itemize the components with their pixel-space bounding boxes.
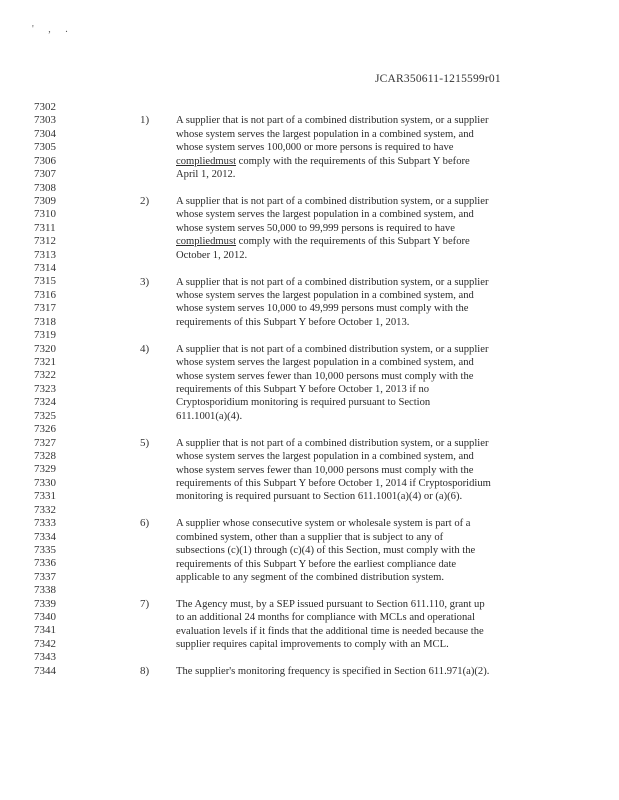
line-number: 7316 xyxy=(34,288,56,301)
subsection-number: 4) xyxy=(140,342,150,355)
text-line: A supplier that is not part of a combined distribution system, or a supplier xyxy=(176,196,489,207)
subsection-text xyxy=(176,343,536,424)
line-number: 7330 xyxy=(34,476,56,489)
line-number: 7315 xyxy=(34,275,56,288)
text-line: combined system, other than a supplier that is subject to any of xyxy=(176,531,444,543)
line-number: 7339 xyxy=(34,597,56,610)
text-line: A supplier that is not part of a combined distribution system, or a supplier xyxy=(176,437,489,449)
line-number: 7335 xyxy=(34,543,56,556)
line-number: 7324 xyxy=(34,396,56,409)
line-number: 7305 xyxy=(34,141,56,154)
text-line: whose system serves the largest population in a combined system, and xyxy=(176,209,474,221)
text-segment: comply with the requirements of this Subpart Y before xyxy=(236,155,470,167)
text-line: requirements of this Subpart Y before October 1, 2014 if Cryptosporidium xyxy=(176,477,491,489)
text-segment: comply with the requirements of this Subpart Y before xyxy=(236,236,470,248)
text-line: The supplier's monitoring frequency is specified in Section 611.971(a)(2). xyxy=(176,666,490,678)
line-number: 7332 xyxy=(34,503,56,516)
subsection-number: 5) xyxy=(140,436,150,449)
line-number: 7318 xyxy=(34,315,56,328)
line-number: 7309 xyxy=(34,194,56,207)
subsection-number: 6) xyxy=(140,517,150,530)
line-number: 7313 xyxy=(34,248,56,261)
subsection-text xyxy=(176,195,536,262)
corner-marks: ' , . xyxy=(32,24,74,35)
document-id: JCAR350611-1215599r01 xyxy=(375,73,501,85)
text-line: A supplier that is not part of a combined distribution system, or a supplier xyxy=(176,343,489,355)
line-number: 7311 xyxy=(34,221,56,234)
subsection-number: 1) xyxy=(140,114,150,127)
subsection-text xyxy=(176,114,536,181)
text-line: Cryptosporidium monitoring is required pursuant to Section xyxy=(176,397,431,409)
subsection-number: 3) xyxy=(140,275,150,288)
line-number: 7317 xyxy=(34,302,56,315)
line-number: 7329 xyxy=(34,463,56,476)
text-line: A supplier that is not part of a combined distribution system, or a supplier xyxy=(176,276,489,288)
line-number: 7338 xyxy=(34,584,56,597)
text-line: A supplier that is not part of a combined distribution system, or a supplier xyxy=(176,115,489,127)
text-line: subsections (c)(1) through (c)(4) of this Section, must comply with the xyxy=(176,545,476,557)
line-number: 7302 xyxy=(34,101,56,113)
line-number: 7342 xyxy=(34,637,56,650)
text-line: October 1, 2012. xyxy=(176,249,248,261)
line-number: 7320 xyxy=(34,342,56,355)
text-line xyxy=(176,155,536,168)
line-number: 7306 xyxy=(34,154,56,167)
line-number: 7340 xyxy=(34,611,56,624)
subsection-text xyxy=(176,437,536,504)
text-line: whose system serves 50,000 to 99,999 persons is required to have xyxy=(176,222,455,234)
line-number: 7321 xyxy=(34,356,56,369)
text-line: 611.1001(a)(4). xyxy=(176,410,243,422)
line-number: 7331 xyxy=(34,490,56,503)
text-line: The Agency must, by a SEP issued pursuant to Section 611.110, grant up xyxy=(176,598,485,610)
line-number: 7336 xyxy=(34,557,56,570)
text-line: whose system serves the largest population in a combined system, and xyxy=(176,128,474,140)
line-number: 7328 xyxy=(34,449,56,462)
subsection-number: 2) xyxy=(140,195,150,207)
line-number: 7341 xyxy=(34,624,56,637)
text-line xyxy=(176,235,536,248)
subsection-number: 8) xyxy=(140,665,150,678)
text-line: supplier requires capital improvements to comply with an MCL. xyxy=(176,639,449,651)
subsection-text xyxy=(176,665,536,678)
line-number: 7322 xyxy=(34,369,56,382)
text-line: requirements of this Subpart Y before October 1, 2013. xyxy=(176,316,410,328)
line-number: 7307 xyxy=(34,168,56,181)
text-line: whose system serves the largest population in a combined system, and xyxy=(176,290,474,302)
line-number: 7343 xyxy=(34,651,56,664)
text-line: whose system serves fewer than 10,000 persons must comply with the xyxy=(176,464,474,476)
line-number: 7333 xyxy=(34,517,56,530)
line-number: 7323 xyxy=(34,382,56,395)
amended-text: compliedmust xyxy=(176,236,237,248)
text-line: whose system serves the largest population in a combined system, and xyxy=(176,451,474,463)
text-line: monitoring is required pursuant to Section 611.1001(a)(4) or (a)(6). xyxy=(176,491,463,503)
text-line: requirements of this Subpart Y before the earliest compliance date xyxy=(176,558,457,570)
line-number: 7304 xyxy=(34,127,56,140)
line-number: 7344 xyxy=(34,664,56,677)
line-number: 7325 xyxy=(34,409,56,422)
line-number: 7337 xyxy=(34,570,56,583)
text-line: whose system serves 10,000 to 49,999 persons must comply with the xyxy=(176,303,469,315)
text-line: April 1, 2012. xyxy=(176,169,236,181)
text-line: whose system serves 100,000 or more persons is required to have xyxy=(176,142,454,154)
line-number: 7334 xyxy=(34,530,56,543)
line-number: 7326 xyxy=(34,423,56,436)
text-line: whose system serves the largest population in a combined system, and xyxy=(176,357,474,369)
text-line: A supplier whose consecutive system or wholesale system is part of a xyxy=(176,518,471,530)
line-number-column xyxy=(34,101,74,678)
text-line: whose system serves fewer than 10,000 persons must comply with the xyxy=(176,370,474,382)
subsection-text xyxy=(176,517,536,584)
line-number: 7327 xyxy=(34,436,56,449)
line-number: 7303 xyxy=(34,114,56,127)
subsection-number: 7) xyxy=(140,597,150,610)
subsection-text xyxy=(176,598,536,652)
line-number: 7310 xyxy=(34,208,56,221)
line-number: 7319 xyxy=(34,329,56,342)
text-line: to an additional 24 months for compliance with MCLs and operational xyxy=(176,612,475,624)
text-line: applicable to any segment of the combined distribution system. xyxy=(176,571,445,583)
line-number: 7308 xyxy=(34,181,56,194)
subsection-text xyxy=(176,276,536,330)
amended-text: compliedmust xyxy=(176,155,237,167)
text-line: requirements of this Subpart Y before October 1, 2013 if no xyxy=(176,383,430,395)
text-line: evaluation levels if it finds that the additional time is needed because the xyxy=(176,625,484,637)
line-number: 7312 xyxy=(34,235,56,248)
line-number: 7314 xyxy=(34,262,56,275)
